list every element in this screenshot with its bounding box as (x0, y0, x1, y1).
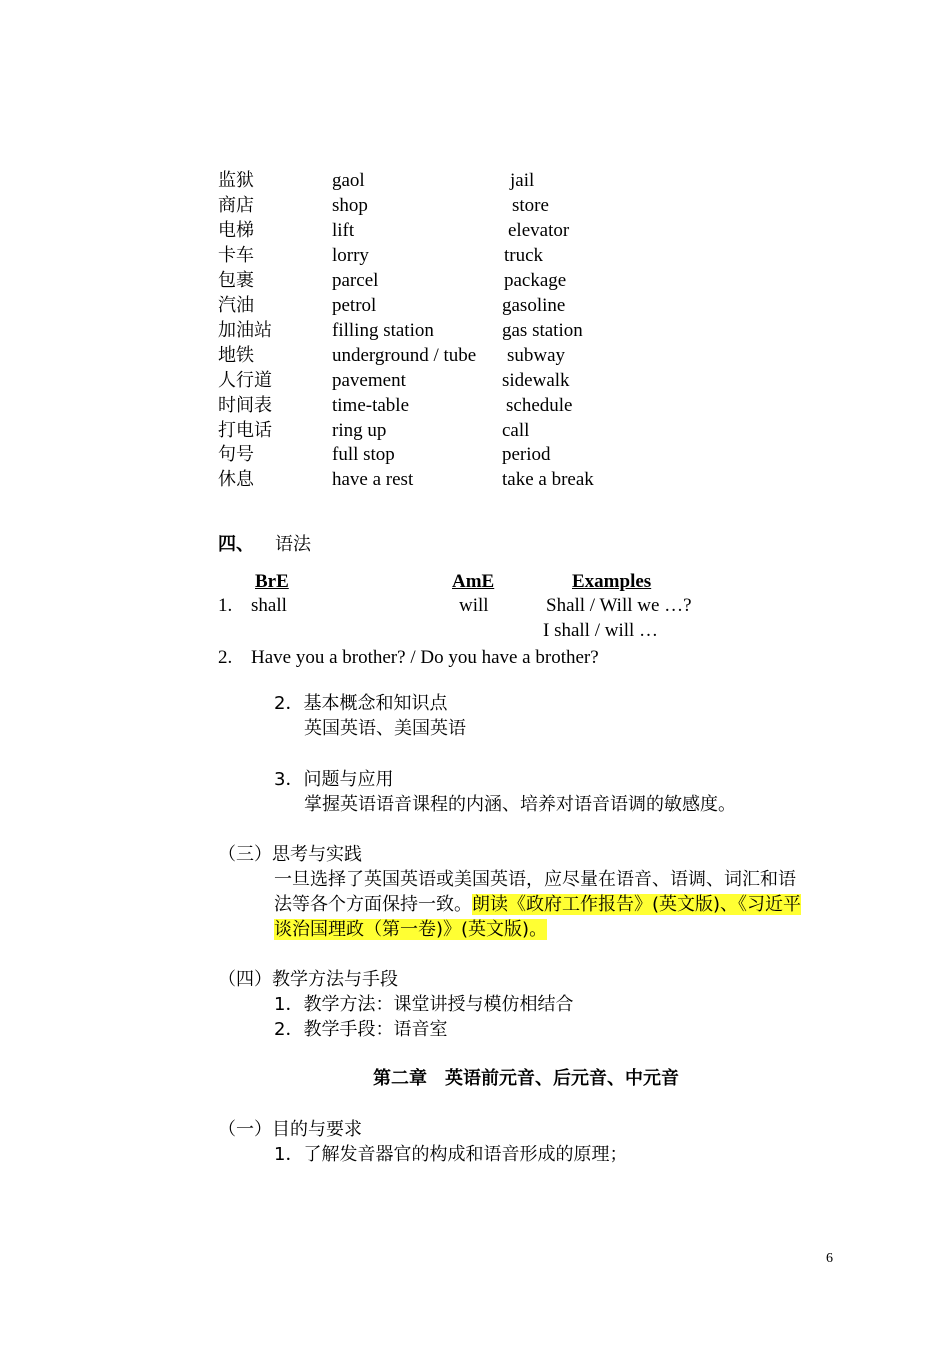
vocab-american: period (502, 444, 551, 465)
grammar-item-1-ame: will (459, 595, 489, 616)
grammar-item-2-number: 2. (218, 647, 233, 668)
column-header-examples: Examples (572, 571, 652, 592)
methods-title: （四）教学方法与手段 (218, 969, 398, 990)
vocab-american: elevator (508, 220, 570, 241)
vocab-british: have a rest (332, 469, 414, 490)
grammar-heading-number: 四、 (218, 534, 254, 555)
vocab-chinese: 商店 (218, 195, 254, 216)
vocab-american: sidewalk (502, 370, 570, 391)
vocab-chinese: 休息 (218, 469, 254, 490)
vocab-british: parcel (332, 270, 379, 291)
vocab-american: subway (507, 345, 566, 366)
practice-line-2-plain: 法等各个方面保持一致。 (274, 894, 472, 915)
vocab-british: shop (332, 195, 368, 216)
vocab-british: lorry (332, 245, 369, 266)
vocab-chinese: 句号 (218, 444, 254, 465)
vocab-american: jail (510, 170, 535, 191)
practice-line-3-highlight: 谈治国理政（第一卷)》(英文版)。 (274, 919, 548, 940)
practice-title: （三）思考与实践 (218, 844, 362, 865)
grammar-item-1-example-2: I shall / will … (543, 620, 659, 641)
chapter-title: 第二章 英语前元音、后元音、中元音 (373, 1068, 679, 1089)
vocab-chinese: 人行道 (218, 370, 272, 391)
vocab-british: underground / tube (332, 345, 477, 366)
vocab-chinese: 汽油 (218, 295, 254, 316)
practice-line-2-highlight: 朗读《政府工作报告》(英文版)、《习近平 (472, 894, 802, 915)
practice-line-2 (274, 894, 801, 916)
vocab-chinese: 时间表 (218, 395, 272, 416)
vocab-chinese: 包裹 (218, 270, 254, 291)
vocab-british: gaol (332, 170, 365, 191)
column-header-bre: BrE (255, 571, 289, 592)
concepts-body: 英国英语、美国英语 (304, 718, 466, 739)
vocab-british: lift (332, 220, 355, 241)
vocab-british: petrol (332, 295, 377, 316)
practice-line-1: 一旦选择了英国英语或美国英语，应尽量在语音、语调、词汇和语 (274, 869, 796, 890)
vocab-chinese: 卡车 (218, 245, 254, 266)
grammar-item-1-example-1: Shall / Will we …? (546, 595, 692, 616)
vocab-british: full stop (332, 444, 395, 465)
methods-item-2: 2．教学手段：语音室 (274, 1019, 448, 1040)
vocab-american: store (512, 195, 549, 216)
vocab-american: truck (504, 245, 544, 266)
vocab-american: gas station (502, 320, 583, 341)
questions-body: 掌握英语语音课程的内涵、培养对语音语调的敏感度。 (304, 794, 736, 815)
vocab-american: call (502, 420, 530, 441)
questions-title: 3．问题与应用 (274, 769, 394, 790)
vocab-chinese: 加油站 (218, 320, 272, 341)
vocab-american: take a break (502, 469, 594, 490)
grammar-item-2-text: Have you a brother? / Do you have a brother? (251, 647, 599, 668)
goals-item-1: 1．了解发音器官的构成和语音形成的原理； (274, 1144, 628, 1165)
methods-item-1: 1．教学方法：课堂讲授与模仿相结合 (274, 994, 574, 1015)
vocab-american: package (504, 270, 567, 291)
column-header-ame: AmE (452, 571, 495, 592)
vocab-british: time-table (332, 395, 410, 416)
vocab-american: schedule (506, 395, 573, 416)
vocab-chinese: 监狱 (218, 170, 254, 191)
vocab-chinese: 地铁 (218, 345, 254, 366)
practice-line-3 (274, 919, 547, 941)
vocab-british: ring up (332, 420, 387, 441)
vocab-british: filling station (332, 320, 434, 341)
grammar-item-1-bre: shall (251, 595, 287, 616)
vocab-british: pavement (332, 370, 406, 391)
concepts-title: 2．基本概念和知识点 (274, 693, 448, 714)
grammar-heading-text: 语法 (275, 534, 311, 555)
vocab-chinese: 打电话 (218, 420, 272, 441)
vocab-chinese: 电梯 (218, 220, 254, 241)
vocab-american: gasoline (502, 295, 566, 316)
page-number: 6 (826, 1251, 833, 1266)
grammar-item-1-number: 1. (218, 595, 233, 616)
goals-title: （一）目的与要求 (218, 1119, 362, 1140)
